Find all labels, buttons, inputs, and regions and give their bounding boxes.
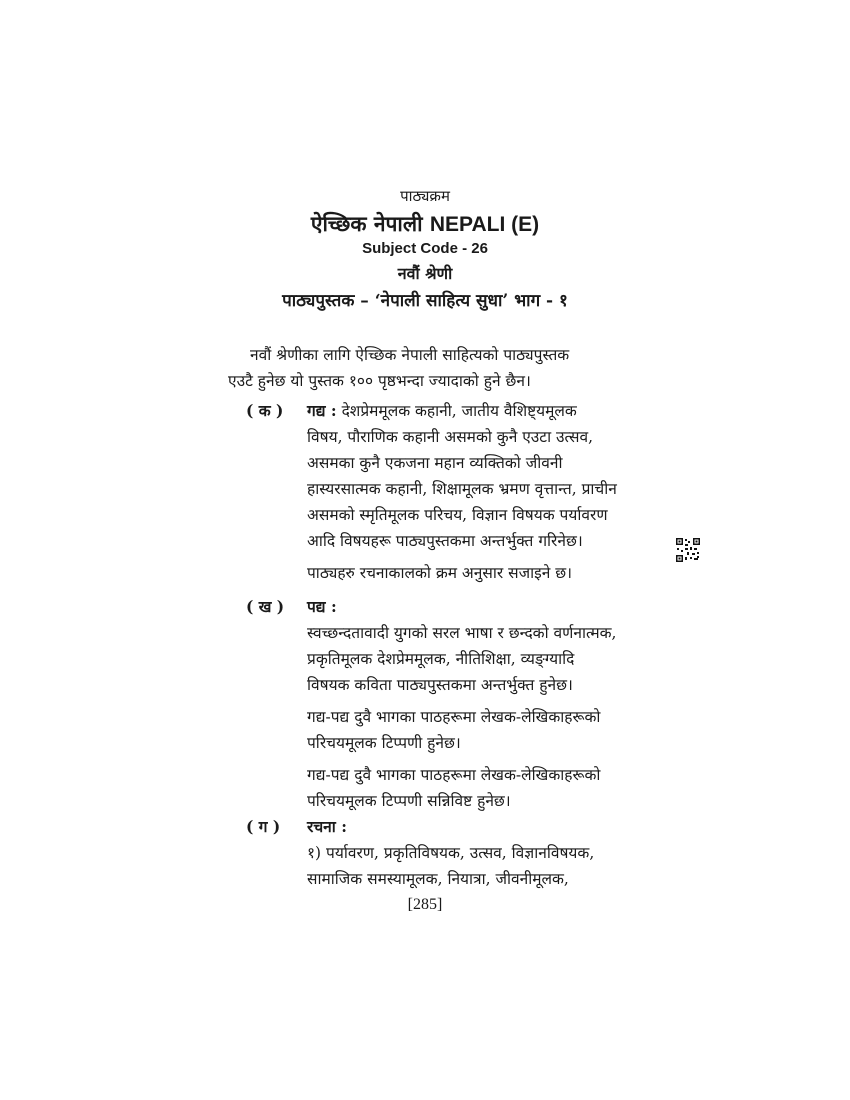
section-line: परिचयमूलक टिप्पणी सन्निविष्ट हुनेछ। (307, 792, 511, 810)
intro-paragraph (228, 342, 569, 394)
section-body (307, 398, 627, 586)
section-line: हास्यरसात्मक कहानी, शिक्षामूलक भ्रमण वृत्तान्त, प्राचीन (307, 480, 617, 498)
section-label: गद्य : (307, 401, 337, 420)
section-line: सामाजिक समस्यामूलक, नियात्रा, जीवनीमूलक, (307, 870, 569, 888)
section-line: १) पर्यावरण, प्रकृतिविषयक, उत्सव, विज्ञानविषयक, (307, 844, 595, 862)
section-marker: ( क ) (246, 401, 284, 420)
section-line: गद्य-पद्य दुवै भागका पाठहरूमा लेखक-लेखिकाहरूको (307, 766, 601, 784)
section-line: असमको स्मृतिमूलक परिचय, विज्ञान विषयक पर्यावरण (307, 506, 608, 524)
intro-line: नवौं श्रेणीका लागि ऐच्छिक नेपाली साहित्यको पाठ्यपुस्तक (250, 346, 570, 364)
section-line: स्वच्छन्दतावादी युगको सरल भाषा र छन्दको वर्णनात्मक, (307, 624, 617, 642)
intro-line: एउटै हुनेछ यो पुस्तक १०० पृष्ठभन्दा ज्यादाको हुने छैन। (228, 372, 531, 390)
subject-title-english: NEPALI (E) (429, 213, 540, 236)
section-line: प्रकृतिमूलक देशप्रेममूलक, नीतिशिक्षा, व्यङ्ग्यादि (307, 650, 575, 668)
page-number: [285] (407, 896, 443, 913)
section-body (307, 594, 627, 814)
subject-code: Subject Code - 26 (362, 240, 488, 257)
section-marker: ( ख ) (246, 597, 285, 616)
subject-title-nepali: ऐच्छिक नेपाली (310, 211, 423, 236)
grade-label: नवौं श्रेणी (397, 264, 453, 283)
section-label: रचना : (307, 817, 347, 836)
section-line: विषयक कविता पाठ्यपुस्तकमा अन्तर्भुक्त हुनेछ। (307, 676, 573, 694)
section-line: देशप्रेममूलक कहानी, जातीय वैशिष्ट्यमूलक (341, 402, 577, 420)
section-line: आदि विषयहरू पाठ्यपुस्तकमा अन्तर्भुक्त गरिनेछ। (307, 532, 583, 550)
page-heading: पाठ्यक्रम (400, 187, 450, 205)
section-label: पद्य : (307, 597, 337, 616)
section-marker: ( ग ) (246, 817, 281, 836)
qr-code-icon (675, 537, 701, 563)
section-line: पाठ्यहरु रचनाकालको क्रम अनुसार सजाइने छ। (307, 564, 572, 582)
section-body (307, 814, 627, 892)
section-line: परिचयमूलक टिप्पणी हुनेछ। (307, 734, 461, 752)
section-line: असमका कुनै एकजना महान व्यक्तिको जीवनी (307, 454, 563, 472)
textbook-title: पाठ्यपुस्तक – ‘नेपाली साहित्य सुधा’ भाग - १ (282, 291, 568, 311)
section-line: विषय, पौराणिक कहानी असमको कुनै एउटा उत्सव, (307, 428, 593, 446)
subject-title (0, 210, 850, 238)
section-line: गद्य-पद्य दुवै भागका पाठहरूमा लेखक-लेखिकाहरूको (307, 708, 601, 726)
